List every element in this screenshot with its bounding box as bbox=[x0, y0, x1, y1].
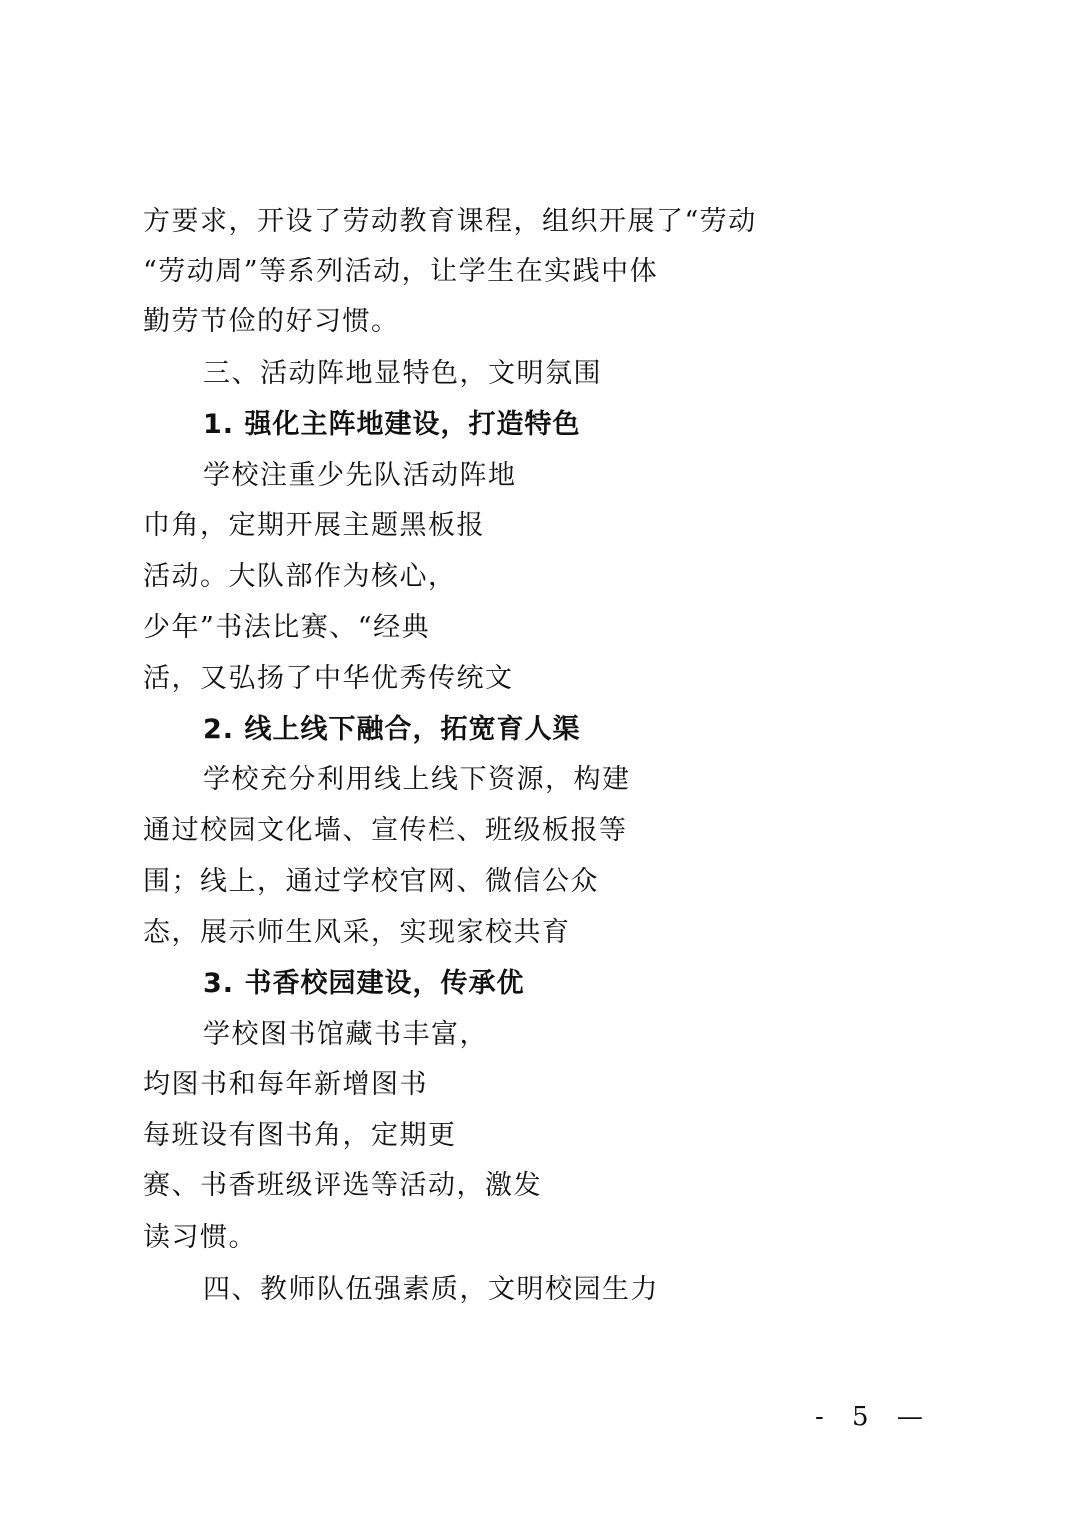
body-line: 学校注重少先队活动阵地 bbox=[203, 460, 517, 491]
body-line: 学校充分利用线上线下资源，构建 bbox=[203, 764, 631, 795]
section-heading: 四、教师队伍强素质，文明校园生力 bbox=[203, 1274, 659, 1305]
body-line: 少年”书法比赛、“经典 bbox=[143, 612, 431, 643]
body-line: 每班设有图书角，定期更 bbox=[143, 1120, 457, 1151]
body-line: 围；线上，通过学校官网、微信公众 bbox=[143, 866, 599, 897]
body-line: 勤劳节俭的好习惯。 bbox=[143, 306, 400, 337]
body-line: 巾角，定期开展主题黑板报 bbox=[143, 510, 485, 541]
body-line: 通过校园文化墙、宣传栏、班级板报等 bbox=[143, 815, 628, 846]
body-line: 读习惯。 bbox=[143, 1222, 257, 1253]
body-line: 活，又弘扬了中华优秀传统文 bbox=[143, 663, 514, 694]
body-line: 赛、书香班级评选等活动，激发 bbox=[143, 1170, 542, 1201]
body-line: “劳动周”等系列活动，让学生在实践中体 bbox=[143, 256, 659, 287]
body-line: 方要求，开设了劳动教育课程，组织开展了“劳动 bbox=[143, 206, 757, 237]
body-line: 态，展示师生风采，实现家校共育 bbox=[143, 917, 571, 948]
subsection-heading: 1. 强化主阵地建设，打造特色 bbox=[203, 409, 581, 440]
body-line: 学校图书馆藏书丰富， bbox=[203, 1019, 488, 1050]
body-line: 活动。大队部作为核心， bbox=[143, 561, 457, 592]
section-heading: 三、活动阵地显特色，文明氛围 bbox=[203, 358, 602, 389]
subsection-heading: 3. 书香校园建设，传承优 bbox=[203, 968, 525, 999]
subsection-heading: 2. 线上线下融合，拓宽育人渠 bbox=[203, 714, 581, 745]
body-line: 均图书和每年新增图书 bbox=[143, 1069, 428, 1100]
page-number: - 5 — bbox=[815, 1402, 933, 1432]
